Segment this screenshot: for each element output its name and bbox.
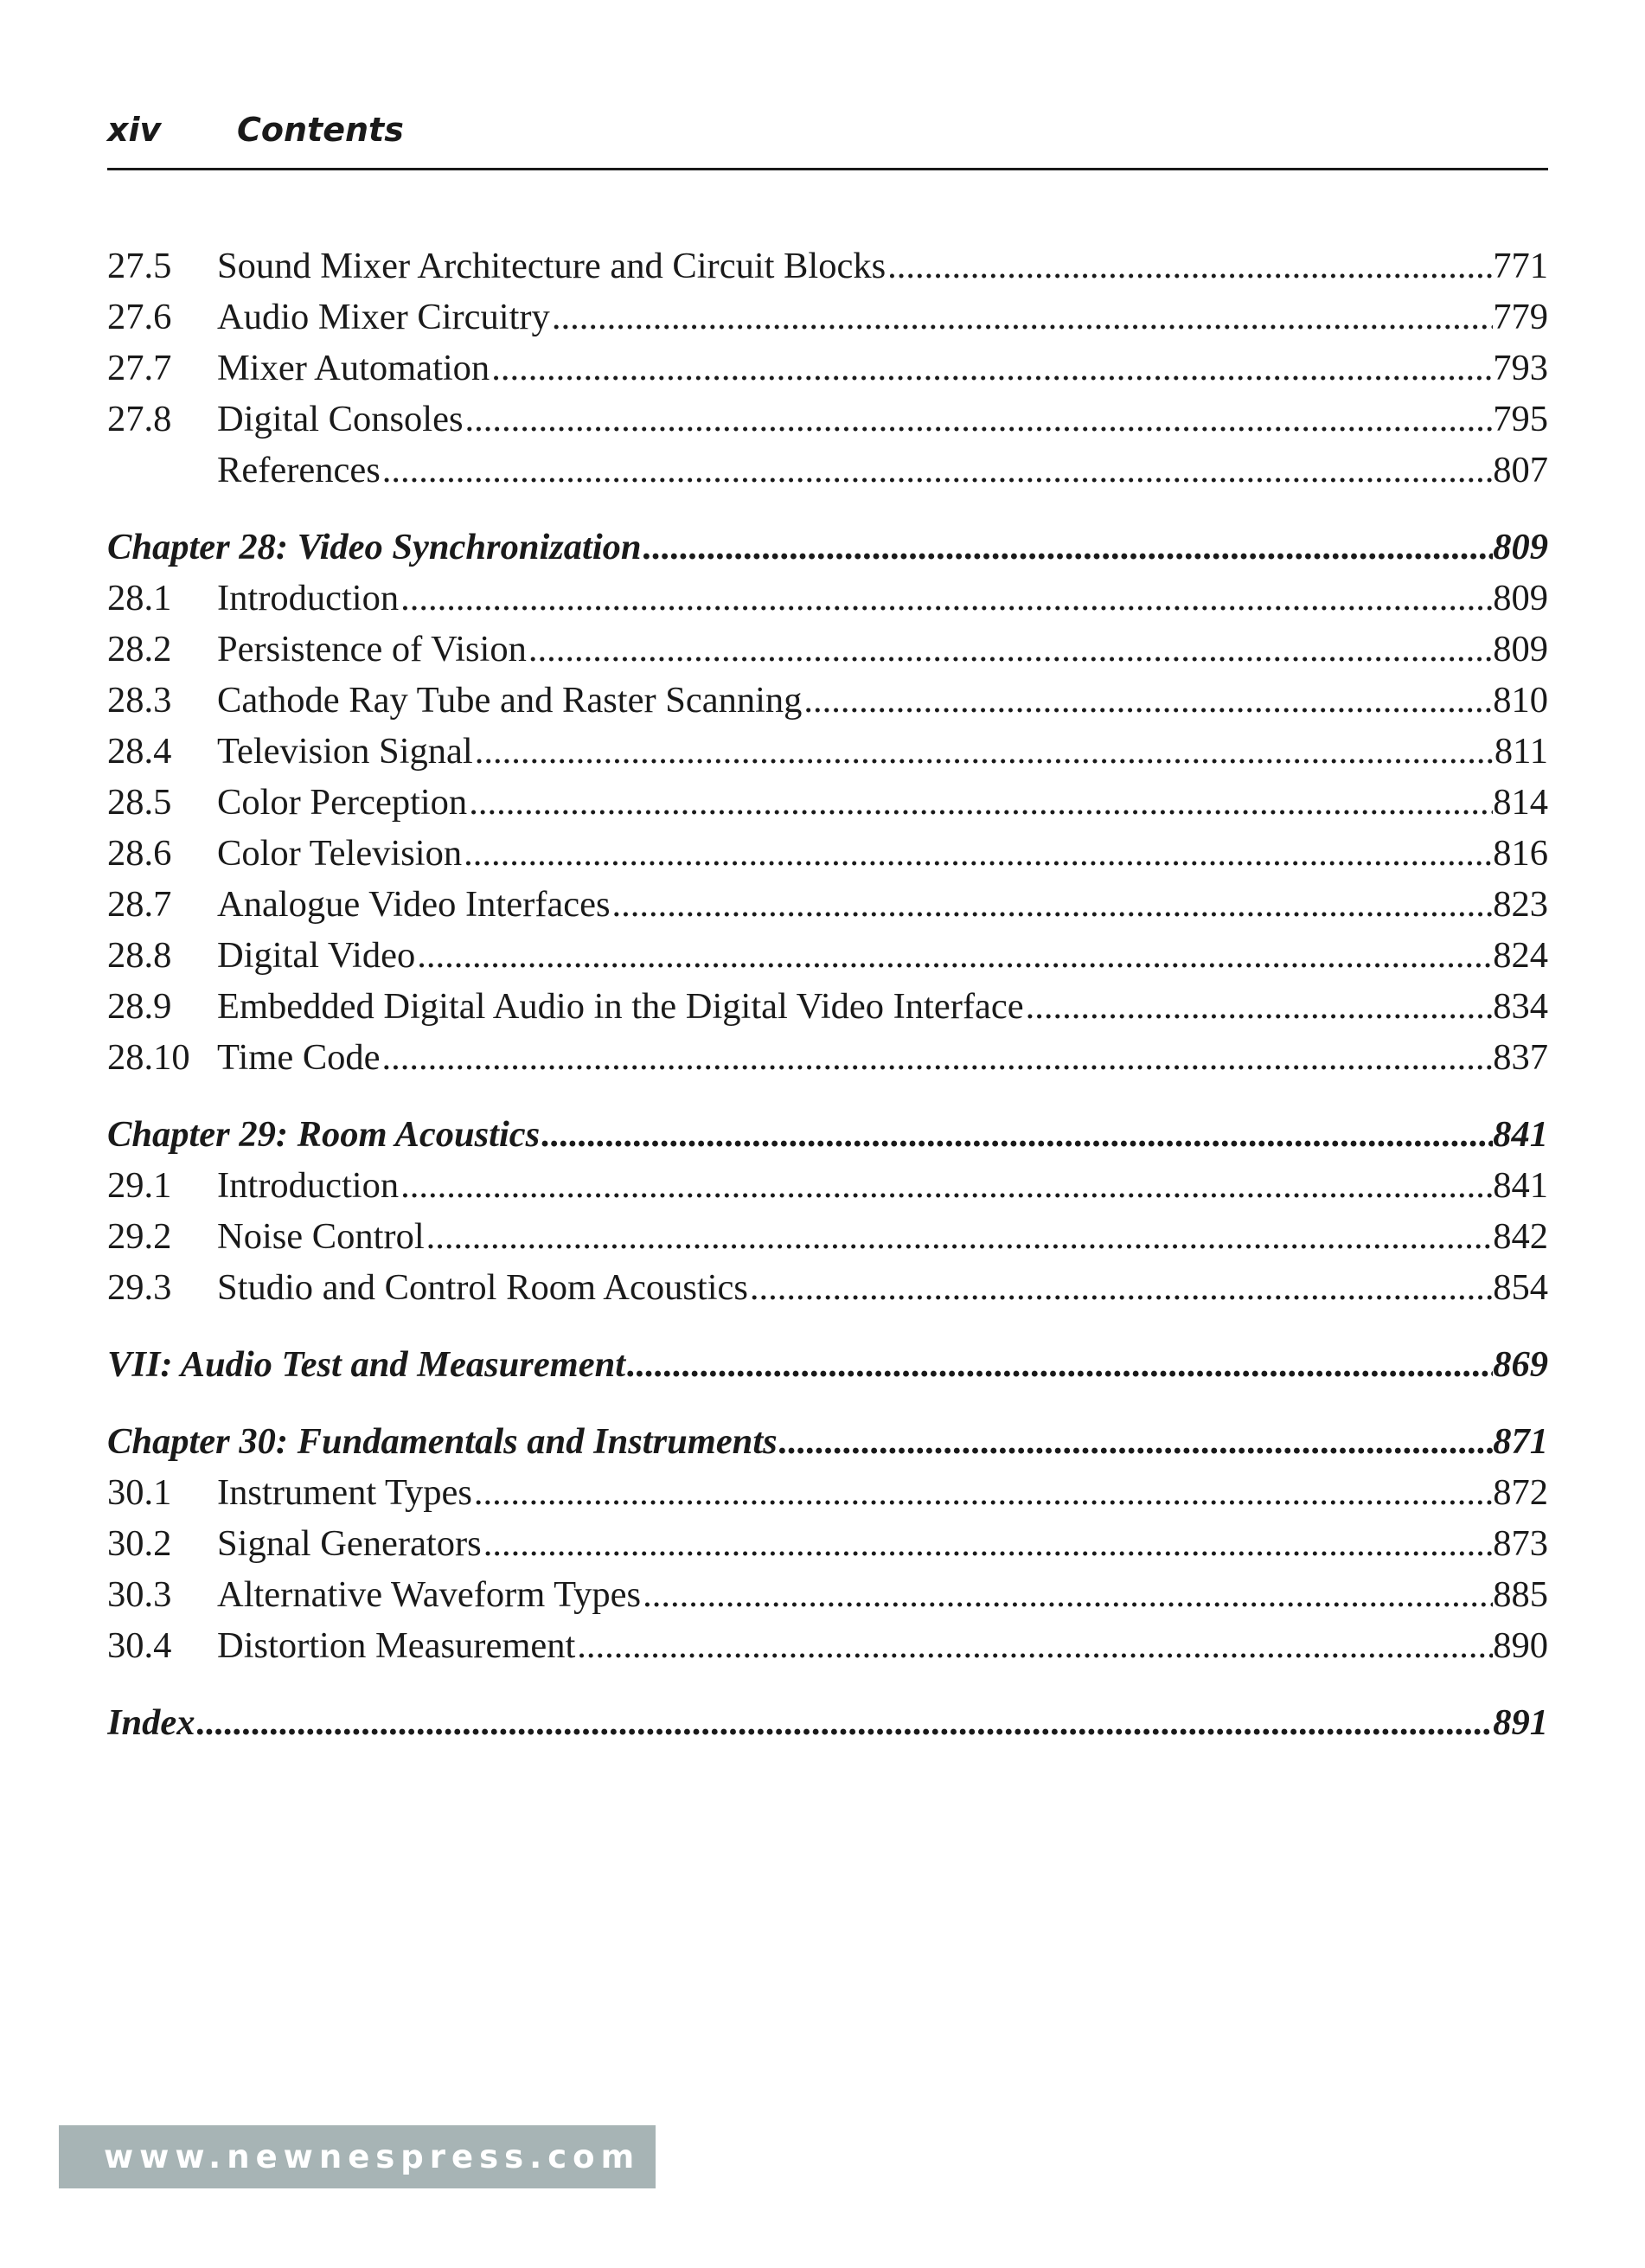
section-number: 30.1 [107,1472,172,1513]
section-page: 809 [1493,578,1548,618]
section-number: 27.6 [107,297,172,337]
section-title: Mixer Automation [217,348,490,388]
toc-entry-30-4[interactable] [107,1620,1548,1671]
section-title: Embedded Digital Audio in the Digital Video Interface [217,986,1024,1027]
dot-leader [802,675,1493,726]
toc-entry-28-1[interactable] [107,573,1548,624]
chapter-title: Chapter 29: Room Acoustics [107,1114,541,1155]
section-title: Introduction [217,1165,400,1206]
toc-entry-28-7[interactable] [107,879,1548,930]
dot-leader [527,624,1493,675]
dot-leader [778,1416,1494,1467]
section-number: 28.5 [107,782,172,823]
dot-leader [482,1518,1494,1569]
dot-leader [886,240,1493,292]
toc-entry-references[interactable] [107,445,1548,496]
toc-entry-28-6[interactable] [107,828,1548,879]
section-page: 824 [1493,935,1548,976]
toc-entry-28-4[interactable] [107,726,1548,777]
dot-leader [381,445,1493,496]
dot-leader [490,343,1493,394]
toc-entry-27-5[interactable] [107,240,1548,292]
dot-leader [472,1467,1493,1518]
section-page: 885 [1493,1574,1548,1615]
dot-leader [415,930,1493,981]
chapter27-block [107,240,1548,496]
section-number: 29.3 [107,1267,172,1308]
chapter30-block [107,1416,1548,1671]
toc-index[interactable] [107,1697,1548,1748]
toc-entry-30-3[interactable] [107,1569,1548,1620]
chapter29-block [107,1109,1548,1313]
toc-chapter-28[interactable] [107,522,1548,573]
section-number: 28.7 [107,884,172,925]
dot-leader [611,879,1494,930]
dot-leader [467,777,1493,828]
toc-entry-28-10[interactable] [107,1032,1548,1083]
section-title: Digital Video [217,935,416,976]
section-number: 30.2 [107,1523,172,1564]
dot-leader [642,522,1494,573]
section-page: 810 [1493,680,1548,721]
section-title: Instrument Types [217,1472,472,1513]
section-title: Alternative Waveform Types [217,1574,642,1615]
section-page: 873 [1493,1523,1548,1564]
section-title: Television Signal [217,731,473,772]
section-number: 28.8 [107,935,172,976]
chapter-title: Chapter 28: Video Synchronization [107,527,642,567]
toc-part-7[interactable] [107,1339,1548,1390]
section-title: Audio Mixer Circuitry [217,297,550,337]
toc-entry-28-3[interactable] [107,675,1548,726]
section-title: Sound Mixer Architecture and Circuit Blocks [217,246,887,286]
part7-block [107,1339,1548,1390]
footer-banner [59,2125,656,2188]
section-page: 872 [1493,1472,1548,1513]
section-page: 823 [1493,884,1548,925]
toc-entry-30-1[interactable] [107,1467,1548,1518]
section-page: 795 [1493,399,1548,439]
toc-entry-27-8[interactable] [107,394,1548,445]
section-page: 779 [1493,297,1548,337]
section-page: 811 [1494,731,1548,772]
header-title: Contents [237,111,404,149]
running-header [107,106,1548,168]
section-page: 890 [1493,1625,1548,1666]
toc-chapter-29[interactable] [107,1109,1548,1160]
publisher-website[interactable]: www.newnespress.com [104,2138,641,2175]
dot-leader [381,1032,1494,1083]
dot-leader [575,1620,1493,1671]
section-title: Persistence of Vision [217,629,527,670]
chapter-title: Chapter 30: Fundamentals and Instruments [107,1421,778,1462]
dot-leader [641,1569,1493,1620]
section-number: 29.1 [107,1165,172,1206]
chapter-page: 809 [1493,527,1548,567]
section-number: 28.2 [107,629,172,670]
section-page: 837 [1493,1037,1548,1078]
dot-leader [462,828,1493,879]
header-rule [107,168,1548,170]
section-title: Signal Generators [217,1523,482,1564]
section-page: 834 [1493,986,1548,1027]
section-page: 842 [1493,1216,1548,1257]
chapter-page: 841 [1493,1114,1548,1155]
dot-leader [1024,981,1494,1032]
section-page: 816 [1493,833,1548,874]
section-title: Color Perception [217,782,468,823]
dot-leader [540,1109,1493,1160]
section-number: 29.2 [107,1216,172,1257]
section-page: 793 [1493,348,1548,388]
section-title: Cathode Ray Tube and Raster Scanning [217,680,803,721]
section-number: 30.4 [107,1625,172,1666]
table-of-contents [107,240,1548,1774]
section-number: 27.7 [107,348,172,388]
section-number: 27.8 [107,399,172,439]
section-number: 28.3 [107,680,172,721]
toc-entry-30-2[interactable] [107,1518,1548,1569]
section-title: Color Television [217,833,463,874]
section-title: Studio and Control Room Acoustics [217,1267,748,1308]
chapter-page: 871 [1493,1421,1548,1462]
dot-leader [195,1697,1494,1748]
dot-leader [625,1339,1493,1390]
toc-entry-27-6[interactable] [107,292,1548,343]
index-block [107,1697,1548,1748]
dot-leader [464,394,1494,445]
dot-leader [425,1211,1494,1262]
section-title: Digital Consoles [217,399,464,439]
header-page-number: xiv [107,111,162,149]
toc-entry-27-7[interactable] [107,343,1548,394]
section-number: 28.10 [107,1037,190,1078]
part-title: VII: Audio Test and Measurement [107,1344,626,1385]
toc-chapter-30[interactable] [107,1416,1548,1467]
index-title: Index [107,1702,195,1743]
section-number: 28.6 [107,833,172,874]
section-number: 28.4 [107,731,172,772]
section-title: Introduction [217,578,400,618]
section-number: 30.3 [107,1574,172,1615]
toc-entry-29-3[interactable] [107,1262,1548,1313]
chapter28-block [107,522,1548,1083]
toc-entry-28-9[interactable] [107,981,1548,1032]
section-page: 771 [1493,246,1548,286]
section-title: Time Code [217,1037,381,1078]
index-page: 891 [1493,1702,1548,1743]
dot-leader [399,573,1493,624]
toc-entry-29-1[interactable] [107,1160,1548,1211]
section-title: References [217,450,381,490]
section-title: Analogue Video Interfaces [217,884,611,925]
dot-leader [550,292,1493,343]
dot-leader [399,1160,1493,1211]
toc-entry-28-2[interactable] [107,624,1548,675]
dot-leader [748,1262,1493,1313]
section-number: 28.1 [107,578,172,618]
section-page: 809 [1493,629,1548,670]
section-page: 841 [1493,1165,1548,1206]
section-number: 28.9 [107,986,172,1027]
section-page: 807 [1493,450,1548,490]
section-title: Noise Control [217,1216,425,1257]
toc-entry-29-2[interactable] [107,1211,1548,1262]
dot-leader [473,726,1495,777]
section-title: Distortion Measurement [217,1625,576,1666]
section-page: 814 [1493,782,1548,823]
part-page: 869 [1493,1344,1548,1385]
section-number: 27.5 [107,246,172,286]
toc-entry-28-5[interactable] [107,777,1548,828]
toc-entry-28-8[interactable] [107,930,1548,981]
section-page: 854 [1493,1267,1548,1308]
